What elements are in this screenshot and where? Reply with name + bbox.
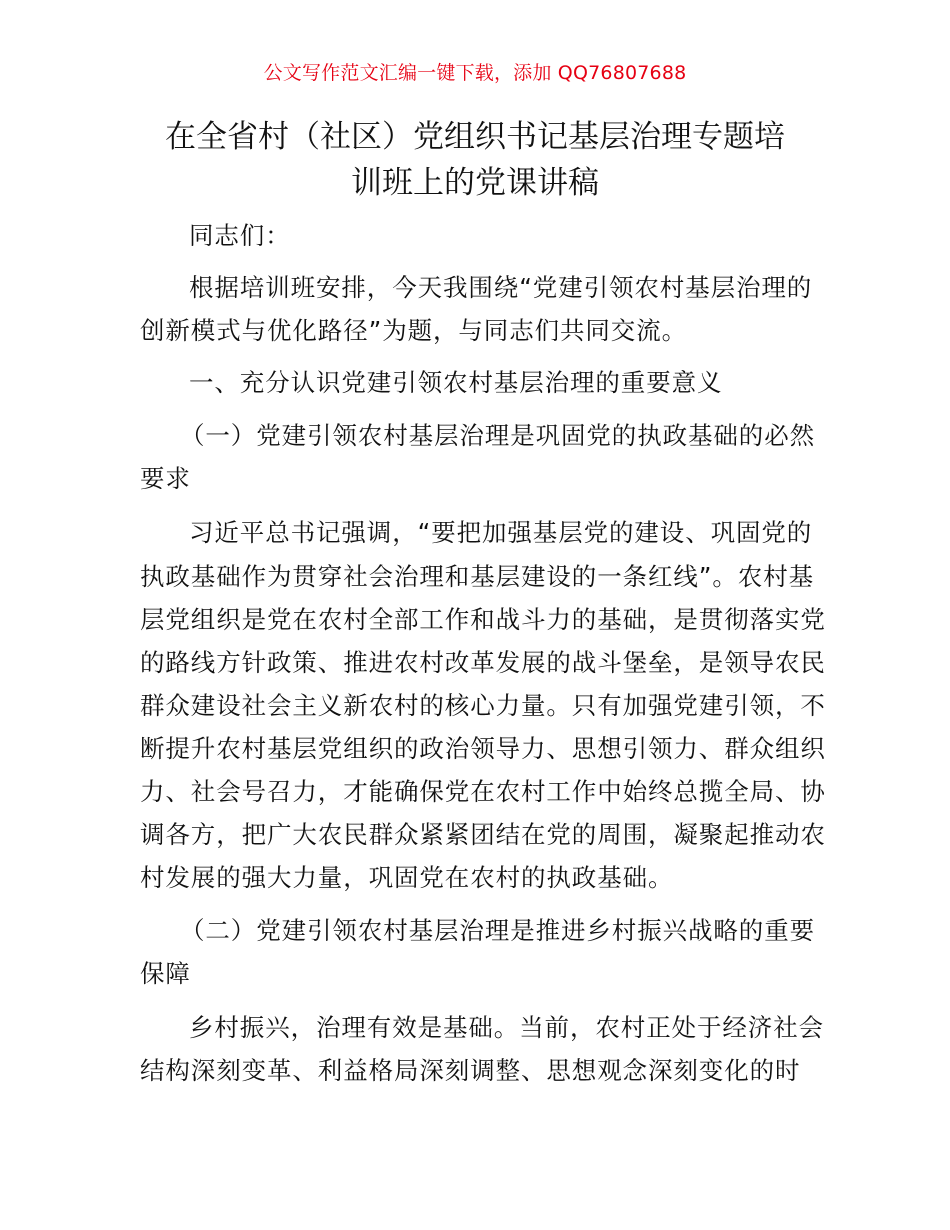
subheading-2-line-1: （二）党建引领农村基层治理是推进乡村振兴战略的重要 [180, 916, 815, 945]
para2-line-1: 乡村振兴，治理有效是基础。当前，农村正处于经济社会 [189, 1013, 824, 1042]
document-title [120, 114, 830, 206]
para1-line-4: 的路线方针政策、推进农村改革发展的战斗堡垒，是领导农民 [140, 648, 826, 677]
para1-line-8: 调各方，把广大农民群众紧紧团结在党的周围，凝聚起推动农 [140, 820, 826, 849]
para1-line-2: 执政基础作为贯穿社会治理和基层建设的一条红线”。农村基 [140, 562, 814, 591]
section-heading-1: 一、充分认识党建引领农村基层治理的重要意义 [189, 368, 723, 397]
subheading-1-line-1: （一）党建引领农村基层治理是巩固党的执政基础的必然 [180, 421, 815, 450]
para1-line-9: 村发展的强大力量，巩固党在农村的执政基础。 [140, 863, 674, 892]
download-banner[interactable]: 公文写作范文汇编一键下载，添加 QQ76807688 [263, 62, 687, 84]
para2-line-2: 结构深刻变革、利益格局深刻调整、思想观念深刻变化的时 [140, 1056, 801, 1085]
title-line-2: 训班上的党课讲稿 [351, 165, 599, 201]
subheading-1-line-2: 要求 [140, 464, 191, 493]
para1-line-1: 习近平总书记强调，“要把加强基层党的建设、巩固党的 [189, 518, 813, 547]
intro-line-1: 根据培训班安排，今天我围绕“党建引领农村基层治理的 [189, 273, 813, 302]
salutation: 同志们： [189, 221, 291, 250]
para1-line-7: 力、社会号召力，才能确保党在农村工作中始终总揽全局、协 [140, 777, 826, 806]
para1-line-6: 断提升农村基层党组织的政治领导力、思想引领力、群众组织 [140, 734, 826, 763]
para1-line-5: 群众建设社会主义新农村的核心力量。只有加强党建引领，不 [140, 691, 826, 720]
subheading-2-line-2: 保障 [140, 959, 191, 988]
title-line-1: 在全省村（社区）党组织书记基层治理专题培 [165, 119, 785, 155]
intro-line-2: 创新模式与优化路径”为题，与同志们共同交流。 [140, 316, 687, 345]
para1-line-3: 层党组织是党在农村全部工作和战斗力的基础，是贯彻落实党 [140, 605, 826, 634]
